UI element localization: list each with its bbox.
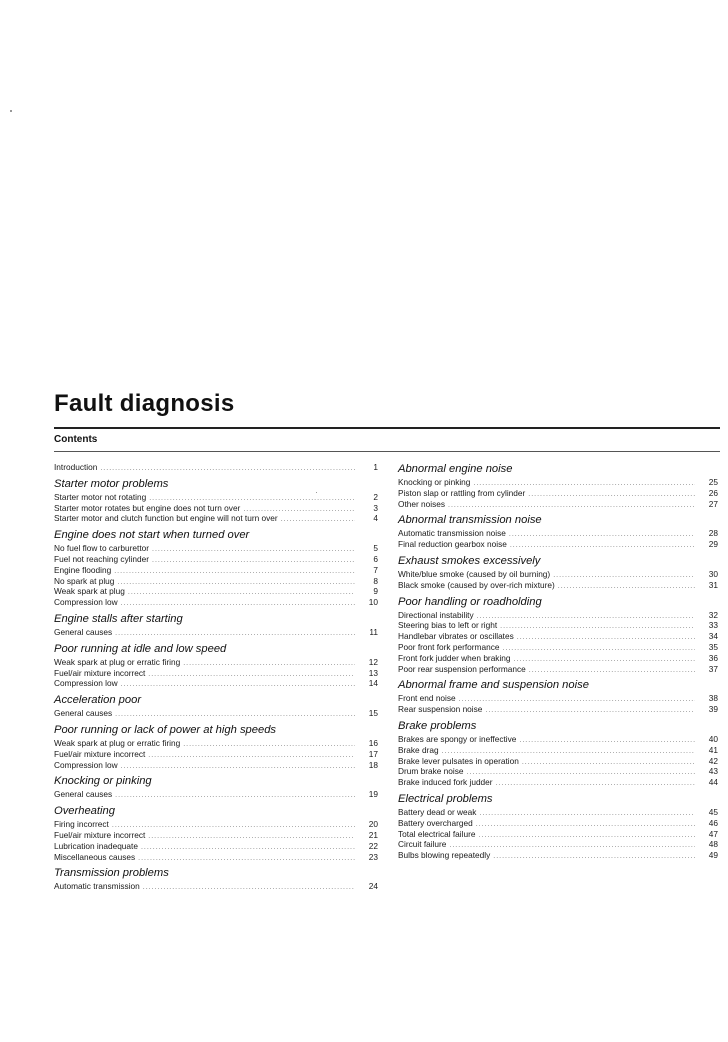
- entry-title: Lubrication inadequate: [54, 840, 138, 851]
- section-heading: Abnormal transmission noise: [398, 514, 542, 527]
- page-number: 22: [368, 840, 378, 851]
- contents-entry: [398, 664, 718, 675]
- dot-leader: [510, 541, 695, 552]
- page-number: 20: [368, 819, 378, 830]
- entry-title: Weak spark at plug or erratic firing: [54, 737, 181, 748]
- entry-title: Directional instability: [398, 609, 474, 620]
- entry-title: Fuel/air mixture incorrect: [54, 748, 146, 759]
- entry-title: Miscellaneous causes: [54, 851, 136, 862]
- entry-title: Front fork judder when braking: [398, 652, 511, 663]
- page-number: 45: [708, 806, 718, 817]
- entry-title: No fuel flow to carburettor: [54, 543, 149, 554]
- section-heading: Exhaust smokes excessively: [398, 554, 541, 567]
- contents-entry: [54, 554, 378, 565]
- dot-leader: [509, 530, 695, 541]
- entry-title: Circuit failure: [398, 839, 447, 850]
- dot-leader: [448, 501, 695, 512]
- section-heading: Poor running or lack of power at high speeds: [54, 723, 277, 736]
- page-number: 34: [708, 631, 718, 642]
- dot-leader: [114, 567, 355, 578]
- dot-leader: [183, 740, 355, 751]
- page-number: 14: [368, 678, 378, 689]
- entry-title: Black smoke (caused by over-rich mixture): [398, 579, 555, 590]
- contents-entry: [398, 610, 718, 621]
- entry-title: Fuel/air mixture incorrect: [54, 667, 146, 678]
- page-number: 29: [708, 539, 718, 550]
- section-heading: Engine stalls after starting: [54, 612, 183, 625]
- contents-entry: [398, 631, 718, 642]
- page-number: 27: [708, 498, 718, 509]
- entry-title: Piston slap or rattling from cylinder: [398, 487, 526, 498]
- dot-leader: [528, 490, 695, 501]
- contents-entry: [54, 760, 378, 771]
- dot-leader: [148, 670, 355, 681]
- contents-entry: [54, 513, 378, 524]
- page-number: 1: [373, 462, 378, 472]
- contents-entry: [54, 708, 378, 719]
- entry-title: Battery dead or weak: [398, 806, 477, 817]
- dot-leader: [115, 710, 355, 721]
- contents-entry: [54, 819, 378, 830]
- contents-entry: [54, 789, 378, 800]
- entry-title: Compression low: [54, 678, 118, 689]
- page-title: Fault diagnosis: [54, 390, 235, 417]
- dot-leader: [143, 883, 355, 894]
- contents-entry: [398, 704, 718, 715]
- entry-title: Fuel/air mixture incorrect: [54, 829, 146, 840]
- dot-leader: [476, 820, 695, 831]
- contents-left-column: [54, 462, 378, 892]
- dot-leader: [485, 706, 695, 717]
- dot-leader: [522, 758, 695, 769]
- page-number: 5: [373, 543, 378, 554]
- dot-leader: [152, 545, 355, 556]
- page-number: 12: [368, 656, 378, 667]
- page-number: 10: [368, 597, 378, 608]
- page-number: 11: [369, 626, 378, 637]
- entry-title: General causes: [54, 626, 113, 637]
- entry-title: Rear suspension noise: [398, 704, 483, 715]
- page-number: 8: [373, 575, 378, 586]
- title-rule: [54, 427, 720, 429]
- entry-title: Total electrical failure: [398, 828, 476, 839]
- section-heading: Poor running at idle and low speed: [54, 642, 227, 655]
- entry-title: General causes: [54, 789, 113, 800]
- entry-title: Front end noise: [398, 693, 456, 704]
- page-number: 47: [708, 828, 718, 839]
- entry-title: Handlebar vibrates or oscillates: [398, 631, 514, 642]
- page-number: 42: [708, 755, 718, 766]
- page-number: 30: [708, 568, 718, 579]
- contents-entry: [54, 543, 378, 554]
- contents-entry: [398, 766, 718, 777]
- entry-title: Poor front fork performance: [398, 641, 500, 652]
- contents-entry: [54, 576, 378, 587]
- section-heading: Acceleration poor: [54, 694, 142, 707]
- page-number: 3: [373, 502, 378, 513]
- page-number: 32: [708, 609, 718, 620]
- section-heading: Brake problems: [398, 719, 477, 732]
- entry-title: Starter motor not rotating: [54, 491, 147, 502]
- page-number: 25: [708, 477, 718, 487]
- dot-leader: [128, 588, 355, 599]
- dot-leader: [100, 464, 355, 475]
- page-number: 24: [368, 881, 378, 892]
- page-number: 40: [708, 733, 718, 744]
- page-number: 6: [373, 553, 378, 564]
- dot-leader: [459, 695, 695, 706]
- dot-leader: [138, 854, 355, 865]
- contents-entry: [54, 657, 378, 668]
- entry-title: White/blue smoke (caused by oil burning): [398, 568, 551, 579]
- page-number: 46: [708, 817, 718, 828]
- page-number: 18: [368, 759, 378, 770]
- contents-entry: [398, 620, 718, 631]
- dot-leader: [112, 821, 355, 832]
- contents-entry: [398, 850, 718, 861]
- dot-leader: [479, 809, 695, 820]
- dot-leader: [558, 582, 695, 593]
- entry-title: Weak spark at plug or erratic firing: [54, 656, 181, 667]
- page-number: 39: [708, 704, 718, 715]
- page-number: 48: [708, 839, 718, 850]
- dot-leader: [529, 666, 695, 677]
- dot-leader: [152, 556, 355, 567]
- contents-entry: [398, 745, 718, 756]
- contents-entry: [54, 627, 378, 638]
- dot-leader: [517, 633, 695, 644]
- entry-title: Brake lever pulsates in operation: [398, 755, 519, 766]
- contents-entry: [54, 830, 378, 841]
- dot-leader: [141, 843, 355, 854]
- page-number: 37: [708, 663, 718, 674]
- page-number: 36: [708, 652, 718, 663]
- dot-leader: [478, 831, 695, 842]
- contents-entry: [54, 492, 378, 503]
- section-heading: Electrical problems: [398, 792, 493, 805]
- contents-entry: [398, 642, 718, 653]
- dot-leader: [496, 779, 695, 790]
- section-heading: Starter motor problems: [54, 477, 169, 490]
- contents-entry: [54, 738, 378, 749]
- entry-title: Compression low: [54, 597, 118, 608]
- entry-title: Brake induced fork judder: [398, 777, 493, 788]
- dot-leader: [183, 659, 355, 670]
- dot-leader: [502, 644, 695, 655]
- contents-entry: [398, 488, 718, 499]
- contents-entry: [398, 818, 718, 829]
- contents-entry: [54, 852, 378, 863]
- contents-entry: [398, 653, 718, 664]
- page-number: 15: [368, 708, 378, 719]
- page-number: 2: [373, 491, 378, 502]
- dot-leader: [281, 515, 355, 526]
- entry-title: Final reduction gearbox noise: [398, 539, 507, 550]
- entry-title: Compression low: [54, 759, 118, 770]
- section-heading: Transmission problems: [54, 867, 169, 880]
- contents-entry: [54, 678, 378, 689]
- contents-entry: [398, 693, 718, 704]
- scan-speck: [10, 110, 12, 112]
- entry-title: Automatic transmission noise: [398, 528, 506, 539]
- contents-entry: [398, 777, 718, 788]
- dot-leader: [493, 852, 695, 863]
- page-number: 43: [708, 766, 718, 777]
- dot-leader: [553, 571, 695, 582]
- entry-title: Automatic transmission: [54, 881, 140, 892]
- dot-leader: [148, 832, 355, 843]
- page-number: 38: [708, 693, 718, 704]
- contents-entry: [54, 749, 378, 760]
- dot-leader: [121, 599, 355, 610]
- page-number: 4: [373, 513, 378, 524]
- contents-entry: [54, 668, 378, 679]
- section-heading: Abnormal engine noise: [398, 463, 513, 475]
- entry-title: Introduction: [54, 462, 98, 472]
- dot-leader: [466, 768, 695, 779]
- entry-title: Starter motor and clutch function but engine will not turn over: [54, 513, 278, 524]
- contents-entry: [398, 734, 718, 745]
- dot-leader: [117, 578, 355, 589]
- entry-title: Starter motor rotates but engine does not turn over: [54, 502, 241, 513]
- contents-entry: [54, 462, 378, 473]
- page-number: 28: [708, 528, 718, 539]
- page-number: 26: [708, 487, 718, 498]
- section-heading: Overheating: [54, 805, 115, 818]
- page-number: 23: [368, 851, 378, 862]
- contents-entry: [398, 807, 718, 818]
- contents-entry: [54, 503, 378, 514]
- entry-title: Brake drag: [398, 744, 439, 755]
- page-number: 31: [708, 579, 718, 590]
- page-number: 21: [368, 829, 378, 840]
- entry-title: Other noises: [398, 498, 446, 509]
- entry-title: Firing incorrect: [54, 819, 109, 830]
- entry-title: Drum brake noise: [398, 766, 464, 777]
- section-heading: Knocking or pinking: [54, 775, 152, 788]
- page-number: 16: [368, 737, 378, 748]
- entry-title: Poor rear suspension performance: [398, 663, 526, 674]
- page-number: 13: [368, 667, 378, 678]
- dot-leader: [121, 680, 355, 691]
- contents-entry: [398, 528, 718, 539]
- entry-title: No spark at plug: [54, 575, 115, 586]
- contents-entry: [398, 569, 718, 580]
- dot-leader: [115, 791, 355, 802]
- contents-entry: [54, 565, 378, 576]
- page-number: 7: [373, 564, 378, 575]
- contents-entry: [398, 829, 718, 840]
- contents-heading: Contents: [54, 434, 98, 445]
- contents-entry: [398, 580, 718, 591]
- contents-rule: [54, 451, 720, 452]
- dot-leader: [500, 622, 695, 633]
- section-heading: Abnormal frame and suspension noise: [398, 679, 589, 692]
- entry-title: Engine flooding: [54, 564, 112, 575]
- page-number: 49: [708, 850, 718, 861]
- dot-leader: [115, 629, 355, 640]
- page-number: 35: [708, 641, 718, 652]
- dot-leader: [148, 751, 355, 762]
- entry-title: General causes: [54, 708, 113, 719]
- contents-entry: [54, 881, 378, 892]
- entry-title: Battery overcharged: [398, 817, 473, 828]
- contents-entry: [54, 586, 378, 597]
- entry-title: Brakes are spongy or ineffective: [398, 733, 517, 744]
- page-number: 9: [373, 586, 378, 597]
- dot-leader: [121, 762, 355, 773]
- dot-leader: [519, 736, 695, 747]
- contents-entry: [398, 539, 718, 550]
- entry-title: Knocking or pinking: [398, 477, 471, 487]
- entry-title: Weak spark at plug: [54, 586, 125, 597]
- contents-entry: [398, 756, 718, 767]
- contents-entry: [398, 477, 718, 488]
- page-number: 41: [708, 744, 718, 755]
- page-number: 17: [368, 748, 378, 759]
- contents-entry: [398, 499, 718, 510]
- contents-right-column: [398, 462, 718, 861]
- contents-entry: [54, 597, 378, 608]
- page-number: 33: [708, 620, 718, 631]
- section-heading: Engine does not start when turned over: [54, 529, 250, 542]
- entry-title: Bulbs blowing repeatedly: [398, 850, 491, 861]
- dot-leader: [477, 612, 695, 623]
- page-number: 19: [368, 789, 378, 800]
- contents-entry: [398, 839, 718, 850]
- page-number: 44: [708, 777, 718, 788]
- dot-leader: [514, 655, 695, 666]
- entry-title: Steering bias to left or right: [398, 620, 498, 631]
- contents-entry: [54, 841, 378, 852]
- entry-title: Fuel not reaching cylinder: [54, 553, 150, 564]
- section-heading: Poor handling or roadholding: [398, 595, 542, 608]
